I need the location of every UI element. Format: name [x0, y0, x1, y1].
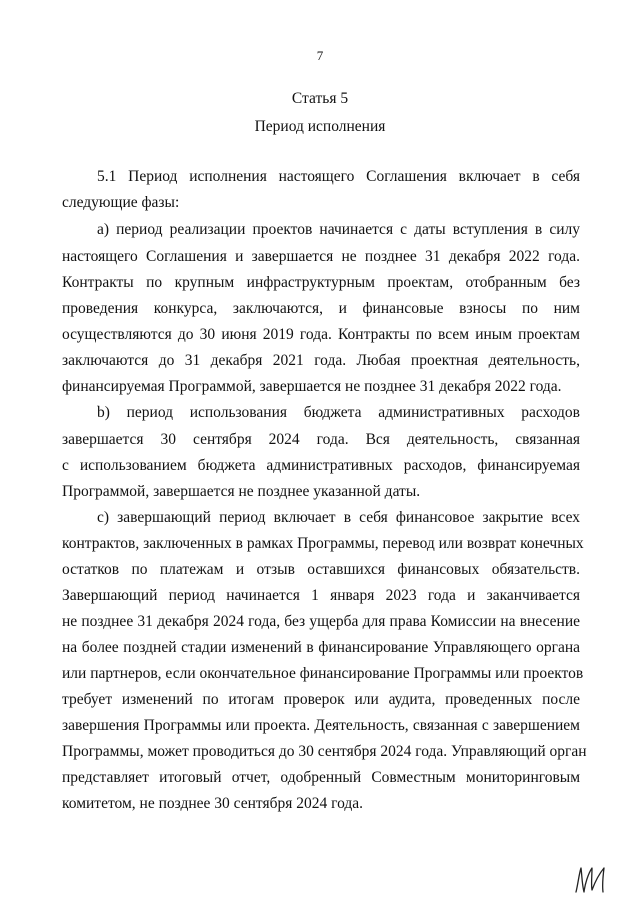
- text-line: проведения конкурса, заключаются, и финансовые взносы по ним: [62, 300, 580, 317]
- text-line: Контракты по крупным инфраструктурным проектам, отобранным без: [62, 274, 580, 291]
- text-line: на более поздней стадии изменений в финансирование Управляющего органа: [62, 639, 580, 656]
- text-line: а) период реализации проектов начинается с даты вступления в силу: [97, 221, 580, 238]
- text-line: 5.1 Период исполнения настоящего Соглашения включает в себя: [97, 168, 580, 185]
- text-line: требует изменений по итогам проверок или аудита, проведенных после: [62, 691, 580, 708]
- text-line: следующие фазы:: [62, 194, 180, 211]
- text-line: с) завершающий период включает в себя финансовое закрытие всех: [97, 509, 580, 526]
- text-line: контрактов, заключенных в рамках Программы, перевод или возврат конечных: [62, 535, 584, 552]
- text-line: завершения Программы или проекта. Деятельность, связанная с завершением: [62, 717, 580, 734]
- text-line: финансируемая Программой, завершается не позднее 31 декабря 2022 года.: [62, 378, 562, 395]
- page-number: 7: [316, 48, 324, 63]
- handwritten-initials: [572, 862, 612, 898]
- article-title: Период исполнения: [254, 118, 386, 135]
- text-line: представляет итоговый отчет, одобренный Совместным мониторинговым: [62, 769, 580, 786]
- text-line: не позднее 31 декабря 2024 года, без ущерба для права Комиссии на внесение: [62, 613, 580, 630]
- text-line: заключаются до 31 декабря 2021 года. Любая проектная деятельность,: [62, 352, 580, 369]
- text-line: остатков по платежам и отзыв оставшихся финансовых обязательств.: [62, 561, 580, 578]
- text-line: осуществляются до 30 июня 2019 года. Контракты по всем иным проектам: [62, 326, 580, 343]
- text-line: с использованием бюджета административных расходов, финансируемая: [62, 457, 580, 474]
- text-line: завершается 30 сентября 2024 года. Вся деятельность, связанная: [62, 431, 580, 448]
- text-line: Программы, может проводиться до 30 сентября 2024 года. Управляющий орган: [62, 743, 587, 760]
- article-heading: Статья 5: [291, 90, 349, 107]
- text-line: комитетом, не позднее 30 сентября 2024 года.: [62, 795, 364, 812]
- text-line: настоящего Соглашения и завершается не позднее 31 декабря 2022 года.: [62, 248, 580, 265]
- text-line: Завершающий период начинается 1 января 2023 года и заканчивается: [62, 587, 580, 604]
- text-line: Программой, завершается не позднее указанной даты.: [62, 483, 421, 500]
- text-line: или партнеров, если окончательное финансирование Программы или проектов: [62, 665, 584, 682]
- text-line: b) период использования бюджета административных расходов: [97, 404, 580, 421]
